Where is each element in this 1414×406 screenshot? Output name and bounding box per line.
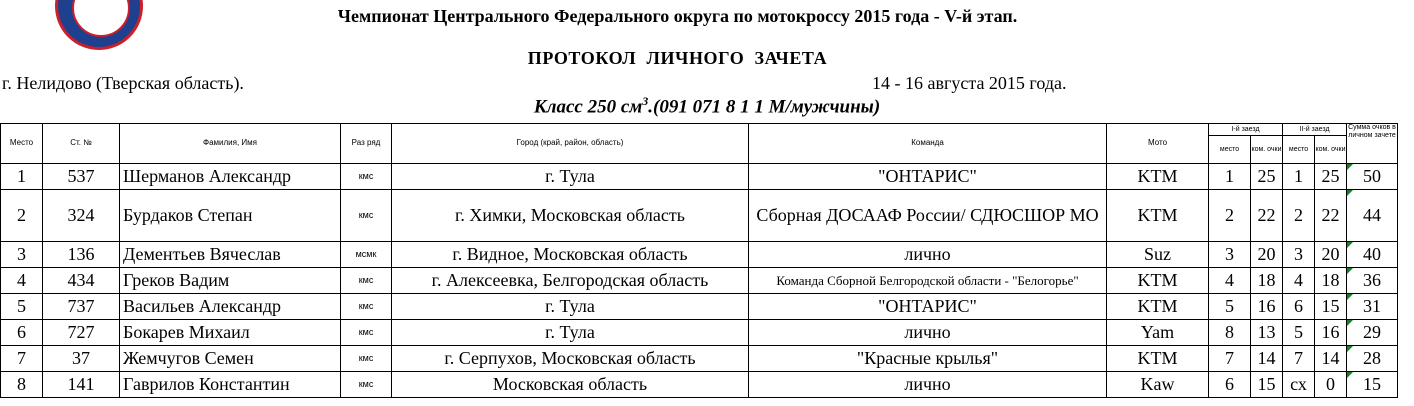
start-no-cell: 136 [43, 242, 120, 268]
race2-points-cell: 25 [1315, 164, 1347, 190]
table-row [1, 320, 1398, 346]
place-cell: 2 [1, 190, 43, 242]
name-cell: Греков Вадим [120, 268, 341, 294]
table-row [1, 372, 1398, 398]
table-row [1, 242, 1398, 268]
city-cell: г. Тула [392, 294, 749, 320]
race2-place-cell: 5 [1283, 320, 1315, 346]
rank-cell: кмс [341, 346, 392, 372]
team-cell: лично [749, 242, 1107, 268]
team-cell: лично [749, 372, 1107, 398]
header-start-no: Ст. № [43, 124, 120, 164]
rank-cell: кмс [341, 268, 392, 294]
class-prefix: Класс 250 см [533, 96, 643, 118]
race2-points-cell: 0 [1315, 372, 1347, 398]
race2-points-cell: 15 [1315, 294, 1347, 320]
race1-points-cell: 14 [1251, 346, 1283, 372]
moto-cell: KTM [1107, 164, 1209, 190]
name-cell: Дементьев Вячеслав [120, 242, 341, 268]
race2-points-cell: 14 [1315, 346, 1347, 372]
class-suffix: .(091 071 8 1 1 М/мужчины) [648, 96, 881, 118]
name-cell: Бурдаков Степан [120, 190, 341, 242]
race1-place-cell: 1 [1209, 164, 1251, 190]
race1-place-cell: 7 [1209, 346, 1251, 372]
championship-title: Чемпионат Центрального Федерального округа по мотокроссу 2015 года - V-й этап. [337, 6, 1018, 26]
moto-cell: KTM [1107, 346, 1209, 372]
header-rank: Раз ряд [341, 124, 392, 164]
header-race2-points: ком. очки [1315, 136, 1347, 164]
header-race1: I-й заезд [1209, 124, 1283, 136]
team-cell: лично [749, 320, 1107, 346]
start-no-cell: 737 [43, 294, 120, 320]
table-row [1, 346, 1398, 372]
race2-points-cell: 22 [1315, 190, 1347, 242]
header-race1-place: место [1209, 136, 1251, 164]
race1-place-cell: 5 [1209, 294, 1251, 320]
race2-place-cell: 1 [1283, 164, 1315, 190]
city-cell: Московская область [392, 372, 749, 398]
rank-cell: мсмк [341, 242, 392, 268]
header-race1-points: ком. очки [1251, 136, 1283, 164]
start-no-cell: 434 [43, 268, 120, 294]
city-cell: г. Серпухов, Московская область [392, 346, 749, 372]
race2-place-cell: 3 [1283, 242, 1315, 268]
rank-cell: кмс [341, 372, 392, 398]
race2-place-cell: сх [1283, 372, 1315, 398]
moto-cell: KTM [1107, 294, 1209, 320]
table-row [1, 268, 1398, 294]
race1-points-cell: 15 [1251, 372, 1283, 398]
event-dates: 14 - 16 августа 2015 года. [872, 73, 1067, 93]
moto-cell: Yam [1107, 320, 1209, 346]
start-no-cell: 727 [43, 320, 120, 346]
race1-place-cell: 3 [1209, 242, 1251, 268]
table-row [1, 164, 1398, 190]
header-sum: Сумма очков в личном зачете [1347, 124, 1398, 164]
race2-place-cell: 4 [1283, 268, 1315, 294]
header-city: Город (край, район, область) [392, 124, 749, 164]
race2-points-cell: 18 [1315, 268, 1347, 294]
race1-place-cell: 2 [1209, 190, 1251, 242]
sum-cell: 36 [1347, 268, 1398, 294]
team-cell: Сборная ДОСААФ России/ СДЮСШОР МО [749, 190, 1107, 242]
sum-cell: 31 [1347, 294, 1398, 320]
rank-cell: кмс [341, 164, 392, 190]
moto-cell: Suz [1107, 242, 1209, 268]
place-cell: 7 [1, 346, 43, 372]
sum-cell: 29 [1347, 320, 1398, 346]
class-sup: 3 [642, 94, 649, 108]
city-cell: г. Тула [392, 164, 749, 190]
start-no-cell: 537 [43, 164, 120, 190]
place-cell: 8 [1, 372, 43, 398]
rank-cell: кмс [341, 294, 392, 320]
moto-cell: Kaw [1107, 372, 1209, 398]
race1-points-cell: 16 [1251, 294, 1283, 320]
race1-place-cell: 6 [1209, 372, 1251, 398]
place-cell: 6 [1, 320, 43, 346]
race1-points-cell: 25 [1251, 164, 1283, 190]
moto-cell: KTM [1107, 268, 1209, 294]
city-cell: г. Алексеевка, Белгородская область [392, 268, 749, 294]
results-table [0, 123, 1398, 398]
name-cell: Гаврилов Константин [120, 372, 341, 398]
place-cell: 1 [1, 164, 43, 190]
start-no-cell: 324 [43, 190, 120, 242]
city-cell: г. Видное, Московская область [392, 242, 749, 268]
race1-place-cell: 4 [1209, 268, 1251, 294]
sum-cell: 15 [1347, 372, 1398, 398]
header-race2-place: место [1283, 136, 1315, 164]
sum-cell: 40 [1347, 242, 1398, 268]
class-heading [0, 94, 1414, 118]
name-cell: Шерманов Александр [120, 164, 341, 190]
city-cell: г. Тула [392, 320, 749, 346]
name-cell: Бокарев Михаил [120, 320, 341, 346]
name-cell: Васильев Александр [120, 294, 341, 320]
race1-place-cell: 8 [1209, 320, 1251, 346]
race2-place-cell: 2 [1283, 190, 1315, 242]
header-race2: II-й заезд [1283, 124, 1347, 136]
place-cell: 3 [1, 242, 43, 268]
race2-place-cell: 6 [1283, 294, 1315, 320]
table-row [1, 294, 1398, 320]
start-no-cell: 37 [43, 346, 120, 372]
event-location: г. Нелидово (Тверская область). [2, 73, 244, 93]
race2-points-cell: 16 [1315, 320, 1347, 346]
sum-cell: 44 [1347, 190, 1398, 242]
protocol-title: ПРОТОКОЛ ЛИЧНОГО ЗАЧЕТА [527, 48, 828, 68]
start-no-cell: 141 [43, 372, 120, 398]
header-place: Место [1, 124, 43, 164]
race2-place-cell: 7 [1283, 346, 1315, 372]
team-cell: "ОНТАРИС" [749, 294, 1107, 320]
header-moto: Мото [1107, 124, 1209, 164]
race1-points-cell: 13 [1251, 320, 1283, 346]
rank-cell: кмс [341, 320, 392, 346]
place-cell: 4 [1, 268, 43, 294]
place-cell: 5 [1, 294, 43, 320]
table-row [1, 190, 1398, 242]
header-team: Команда [749, 124, 1107, 164]
sum-cell: 28 [1347, 346, 1398, 372]
sum-cell: 50 [1347, 164, 1398, 190]
race1-points-cell: 18 [1251, 268, 1283, 294]
rank-cell: кмс [341, 190, 392, 242]
moto-cell: KTM [1107, 190, 1209, 242]
team-cell: "Красные крылья" [749, 346, 1107, 372]
race1-points-cell: 22 [1251, 190, 1283, 242]
city-cell: г. Химки, Московская область [392, 190, 749, 242]
race1-points-cell: 20 [1251, 242, 1283, 268]
name-cell: Жемчугов Семен [120, 346, 341, 372]
team-cell: "ОНТАРИС" [749, 164, 1107, 190]
race2-points-cell: 20 [1315, 242, 1347, 268]
team-cell: Команда Сборной Белгородской области - "Белогорье" [749, 268, 1107, 294]
header-name: Фамилия, Имя [120, 124, 341, 164]
